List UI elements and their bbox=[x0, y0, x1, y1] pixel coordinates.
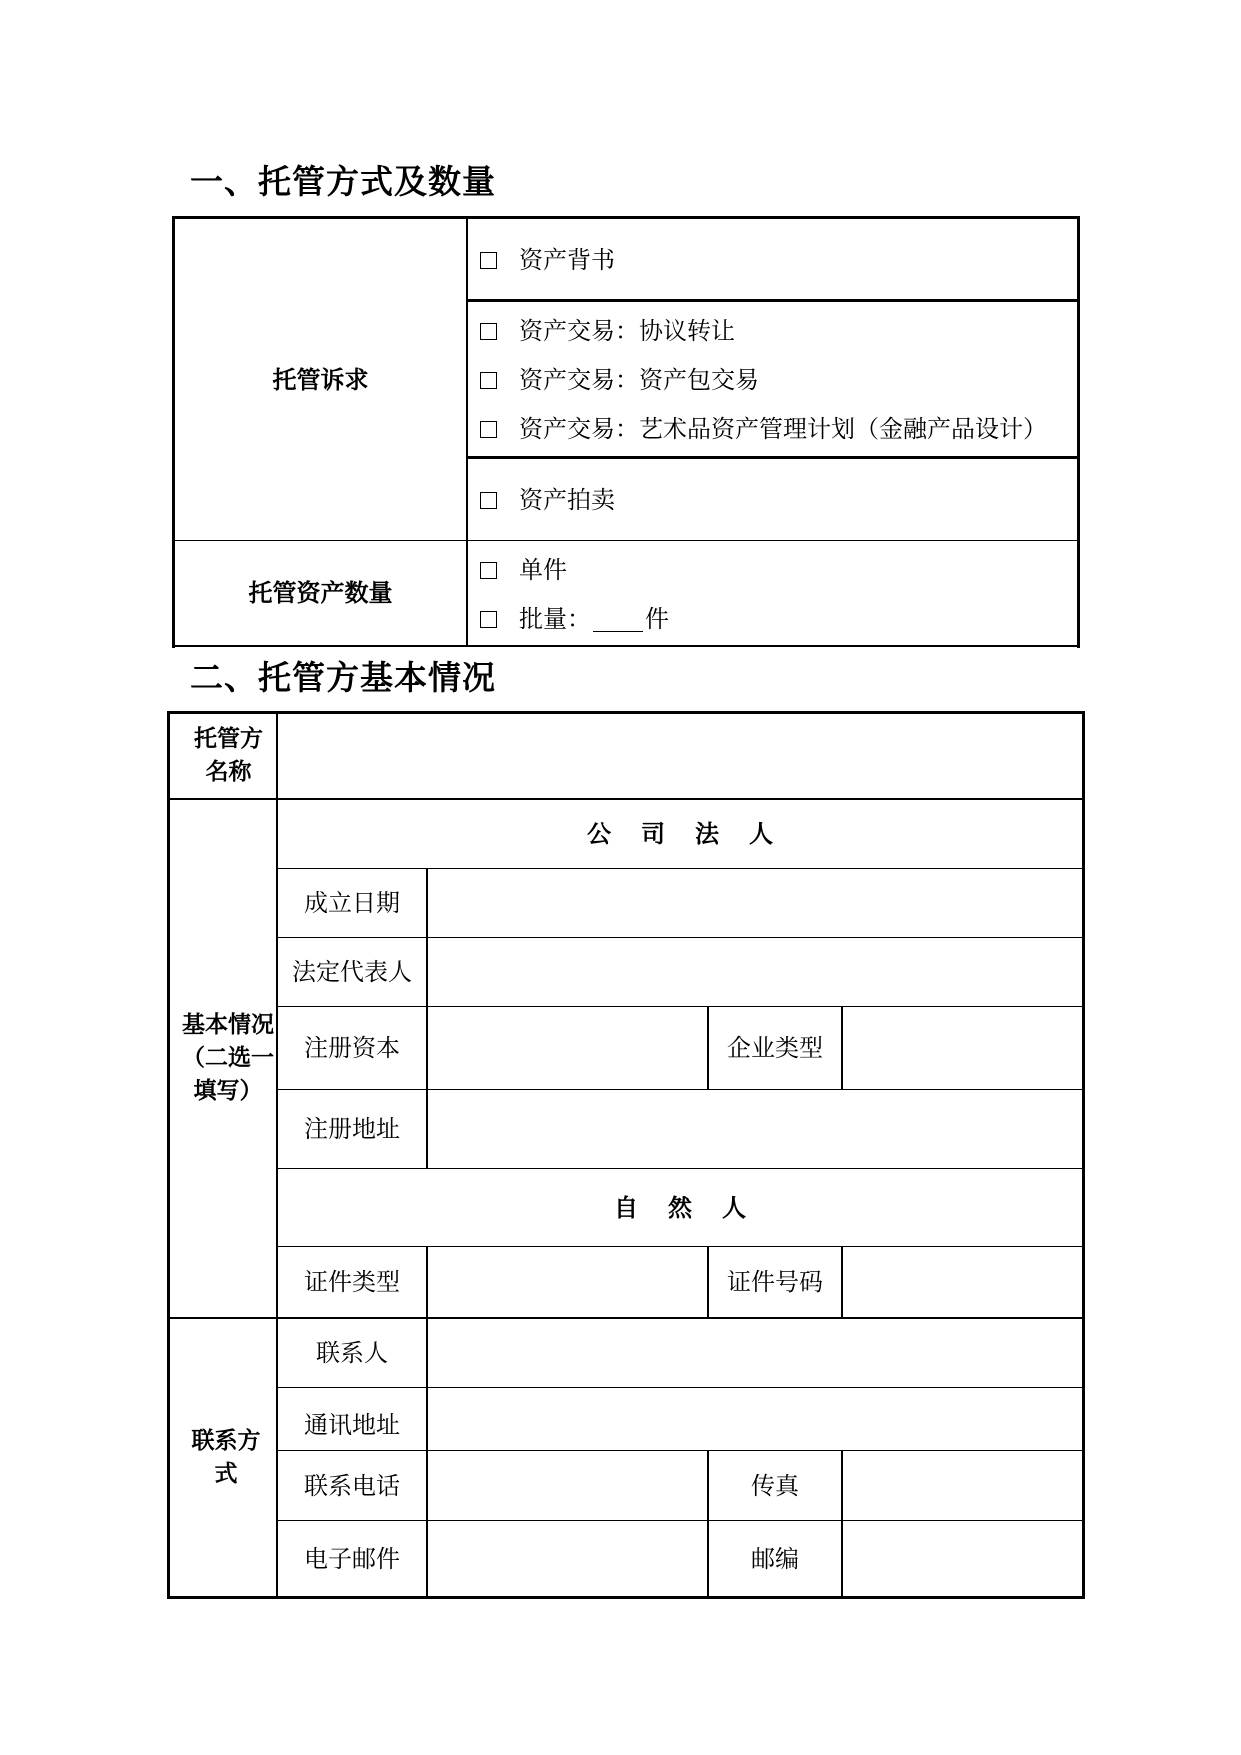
option-unit: 件 bbox=[645, 605, 669, 633]
asset-quantity-label: 托管资产数量 bbox=[248, 579, 393, 607]
option-single[interactable] bbox=[480, 554, 567, 586]
section-2-heading: 二、托管方基本情况 bbox=[190, 658, 496, 697]
checkbox[interactable] bbox=[480, 372, 497, 389]
capital-label: 注册资本 bbox=[304, 1034, 400, 1062]
email-label: 电子邮件 bbox=[304, 1544, 400, 1573]
founded-input[interactable] bbox=[428, 869, 1082, 937]
option-management-plan[interactable] bbox=[480, 413, 1047, 445]
capital-input[interactable] bbox=[428, 1007, 707, 1089]
checkbox[interactable] bbox=[480, 562, 497, 579]
basic-info-label: 基本情况（二选一填写） bbox=[182, 1012, 274, 1104]
legal-rep-input[interactable] bbox=[428, 938, 1082, 1006]
option-auction[interactable] bbox=[480, 484, 615, 516]
option-label: 资产交易：艺术品资产管理计划（金融产品设计） bbox=[519, 415, 1047, 443]
checkbox[interactable] bbox=[480, 323, 497, 340]
checkbox[interactable] bbox=[480, 611, 497, 628]
fax-input[interactable] bbox=[843, 1451, 1082, 1520]
option-asset-package[interactable] bbox=[480, 364, 759, 396]
company-type-label: 企业类型 bbox=[727, 1034, 823, 1062]
custodian-name-label: 托管方名称 bbox=[194, 726, 263, 785]
company-type-input[interactable] bbox=[843, 1007, 1082, 1089]
fax-label: 传真 bbox=[751, 1471, 799, 1500]
registered-address-input[interactable] bbox=[428, 1090, 1082, 1168]
custodian-name-input[interactable] bbox=[278, 714, 1082, 798]
contact-person-input[interactable] bbox=[428, 1319, 1082, 1387]
option-label: 资产背书 bbox=[519, 246, 615, 274]
id-type-input[interactable] bbox=[428, 1247, 707, 1317]
id-type-label: 证件类型 bbox=[304, 1268, 400, 1296]
legal-rep-label: 法定代表人 bbox=[292, 958, 412, 986]
section-1-heading: 一、托管方式及数量 bbox=[190, 162, 496, 201]
option-label: 资产交易：协议转让 bbox=[519, 317, 735, 345]
mailing-address-label: 通讯地址 bbox=[304, 1411, 400, 1439]
hosting-request-label: 托管诉求 bbox=[272, 365, 369, 394]
id-number-label: 证件号码 bbox=[727, 1268, 823, 1296]
option-label: 资产交易：资产包交易 bbox=[519, 366, 759, 394]
option-batch[interactable] bbox=[480, 603, 669, 635]
zip-label: 邮编 bbox=[751, 1544, 799, 1573]
option-transfer[interactable] bbox=[480, 315, 735, 347]
mailing-address-input[interactable] bbox=[428, 1388, 1082, 1450]
email-input[interactable] bbox=[428, 1521, 707, 1596]
option-endorsement[interactable] bbox=[480, 244, 615, 276]
registered-address-label: 注册地址 bbox=[304, 1115, 400, 1143]
checkbox[interactable] bbox=[480, 252, 497, 269]
id-number-input[interactable] bbox=[843, 1247, 1082, 1317]
batch-count-input[interactable] bbox=[593, 607, 643, 632]
zip-input[interactable] bbox=[843, 1521, 1082, 1596]
checkbox[interactable] bbox=[480, 492, 497, 509]
founded-label: 成立日期 bbox=[304, 889, 400, 917]
contact-person-label: 联系人 bbox=[316, 1339, 388, 1367]
company-header: 公司法人 bbox=[587, 820, 803, 848]
option-label: 单件 bbox=[519, 556, 567, 584]
checkbox[interactable] bbox=[480, 421, 497, 438]
person-header: 自然人 bbox=[614, 1193, 776, 1222]
option-label: 批量： bbox=[519, 605, 591, 633]
contact-label: 联系方式 bbox=[191, 1427, 261, 1487]
phone-label: 联系电话 bbox=[304, 1471, 400, 1500]
option-label: 资产拍卖 bbox=[519, 486, 615, 514]
phone-input[interactable] bbox=[428, 1451, 707, 1520]
